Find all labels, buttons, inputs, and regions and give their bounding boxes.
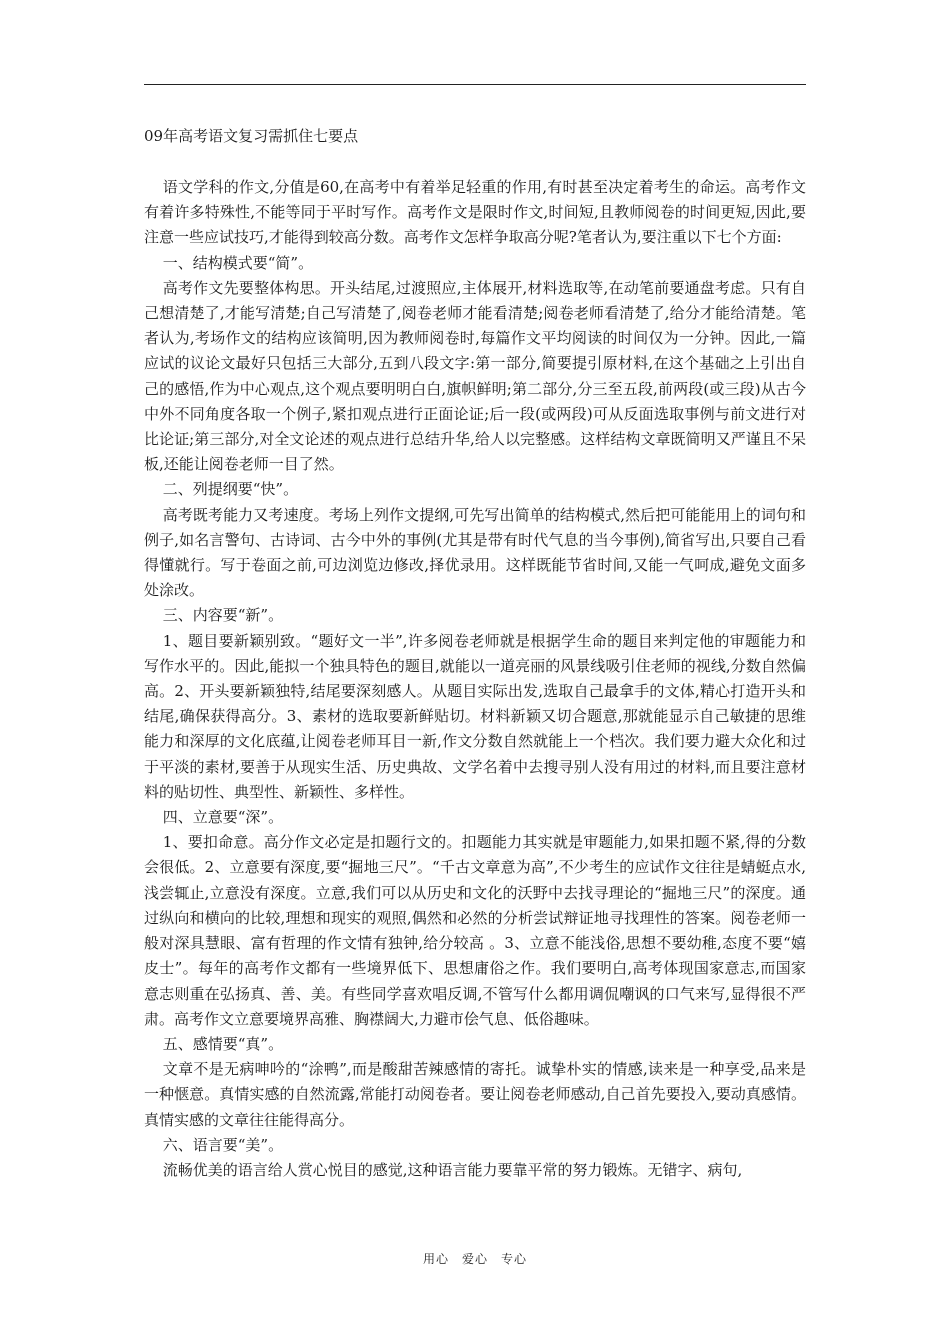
paragraph-intro: 语文学科的作文,分值是60,在高考中有着举足轻重的作用,有时甚至决定着考生的命运。高考作文有着许多特殊性,不能等同于平时写作。高考作文是限时作文,时间短,且教师阅卷的时间更短,因此,要注意一些应试技巧,才能得到较高分数。高考作文怎样争取高分呢?笔者认为,要注重以下七个方面:: [144, 178, 806, 247]
paragraph-content: 1、题目要新颖别致。“题好文一半”,许多阅卷老师就是根据学生命的题目来判定他的审题能力和写作水平的。因此,能拟一个独具特色的题目,就能以一道亮丽的风景线吸引住老师的视线,分数自然偏高。2、开头要新颖独特,结尾要深刻感人。从题目实际出发,选取自己最拿手的文体,精心打造开头和结尾,确保获得高分。3、素材的选取要新鲜贴切。材料新颖又切合题意,那就能显示自己敏捷的思维能力和深厚的文化底蕴,让阅卷老师耳目一新,作文分数自然就能上一个档次。我们要力避大众化和过于平淡的素材,要善于从现实生活、历史典故、文学名着中去搜寻别人没有用过的材料,而且要注意材料的贴切性、典型性、新颖性、多样性。: [144, 631, 806, 801]
page-footer: 用心 爱心 专心: [422, 1252, 527, 1266]
section-heading-2: 二、列提纲要“快”。: [162, 480, 299, 499]
paragraph-theme: 1、要扣命意。高分作文必定是扣题行文的。扣题能力其实就是审题能力,如果扣题不紧,得的分数会很低。2、立意要有深度,要“掘地三尺”。“千古文章意为高”,不少考生的应试作文往往是蜻蜓点水,浅尝辄止,立意没有深度。立意,我们可以从历史和文化的沃野中去找寻理论的“掘地三尺”的深度。通过纵向和横向的比较,理想和现实的观照,偶然和必然的分析尝试辩证地寻找理性的答案。阅卷老师一般对深具慧眼、富有哲理的作文情有独钟,给分较高 。3、立意不能浅俗,思想不要幼稚,态度不要“嬉皮士”。每年的高考作文都有一些境界低下、思想庸俗之作。我们要明白,高考体现国家意志,而国家意志则重在弘扬真、善、美。有些同学喜欢唱反调,不管写什么都用调侃嘲讽的口气来写,显得很不严肃。高考作文立意要境界高雅、胸襟阔大,力避市侩气息、低俗趣味。: [144, 833, 806, 1028]
paragraph-emotion: 文章不是无病呻吟的“涂鸭”,而是酸甜苦辣感情的寄托。诚挚朴实的情感,读来是一种享受,品来是一种惬意。真情实感的自然流露,常能打动阅卷者。要让阅卷老师感动,自己首先要投入,要动真感情。真情实感的文章往往能得高分。: [144, 1060, 806, 1129]
section-heading-4: 四、立意要“深”。: [162, 808, 284, 827]
header-rule: [144, 84, 806, 85]
paragraph-structure: 高考作文先要整体构思。开头结尾,过渡照应,主体展开,材料选取等,在动笔前要通盘考虑。只有自己想清楚了,才能写清楚;自己写清楚了,阅卷老师才能看清楚;阅卷老师看清楚了,给分才能给清楚。笔者认为,考场作文的结构应该简明,因为教师阅卷时,每篇作文平均阅读的时间仅为一分钟。因此,一篇应试的议论文最好只包括三大部分,五到八段文字:第一部分,简要提引原材料,在这个基础之上引出自己的感悟,作为中心观点,这个观点要明明白白,旗帜鲜明;第二部分,分三至五段,前两段(或三段)从古今中外不同角度各取一个例子,紧扣观点进行正面论证;后一段(或两段)可从反面选取事例与前文进行对比论证;第三部分,对全文论述的观点进行总结升华,给人以完整感。这样结构文章既简明又严谨且不呆板,还能让阅卷老师一目了然。: [144, 278, 806, 474]
document-body: [144, 175, 806, 1183]
section-heading-3: 三、内容要“新”。: [162, 606, 284, 625]
section-heading-5: 五、感情要“真”。: [162, 1034, 284, 1053]
paragraph-outline: 高考既考能力又考速度。考场上列作文提纲,可先写出简单的结构模式,然后把可能能用上的词句和例子,如名言警句、古诗词、古今中外的事例(尤其是带有时代气息的当今事例),简省写出,只要自己看得懂就行。写于卷面之前,可边浏览边修改,择优录用。这样既能节省时间,又能一气呵成,避免文面多处涂改。: [144, 505, 806, 600]
document-title: 09年高考语文复习需抓住七要点: [144, 127, 359, 145]
section-heading-1: 一、结构模式要“简”。: [162, 253, 314, 272]
section-heading-6: 六、语言要“美”。: [162, 1135, 284, 1154]
paragraph-language: 流畅优美的语言给人赏心悦目的感觉,这种语言能力要靠平常的努力锻炼。无错字、病句,: [162, 1160, 743, 1179]
